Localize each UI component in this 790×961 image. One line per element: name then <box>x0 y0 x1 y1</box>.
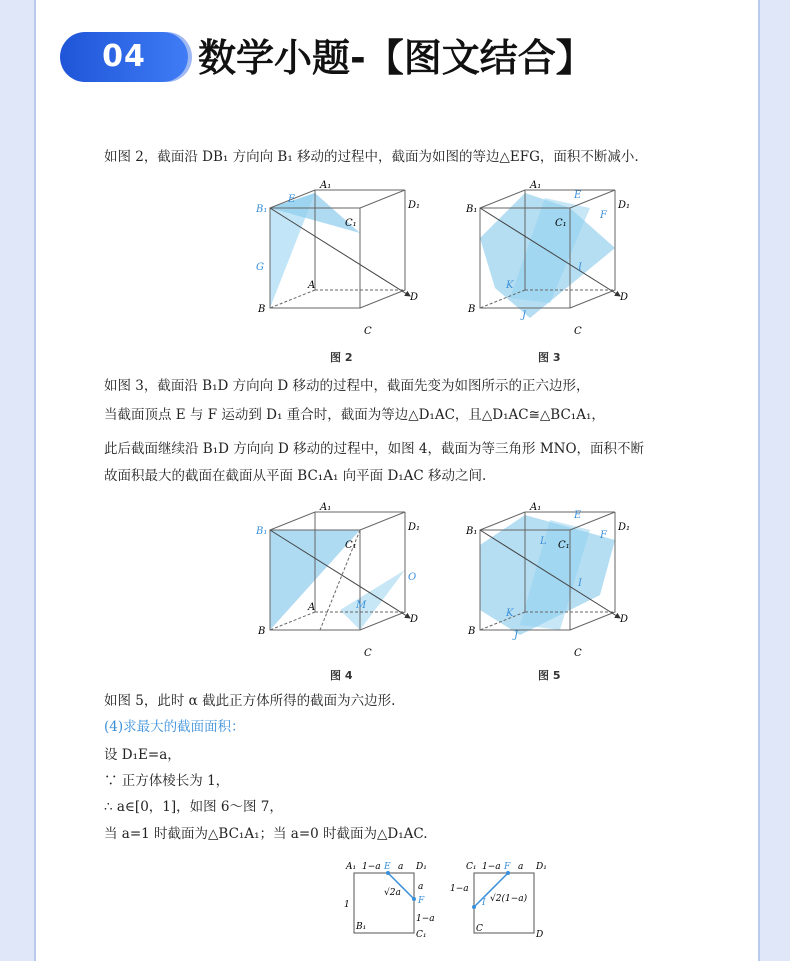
label-a: A <box>308 602 316 613</box>
label-b: B <box>258 626 266 637</box>
label-e: E <box>288 194 296 205</box>
label-c1: C₁ <box>555 218 567 229</box>
label-one-minus-a-side: 1−a <box>416 914 435 924</box>
label-d1: D₁ <box>618 200 631 211</box>
page-title: 数学小题-【图文结合】 <box>198 36 594 80</box>
cube-figure-3 <box>465 180 630 337</box>
section-badge: 04 <box>60 32 188 82</box>
label-m: M <box>356 600 367 611</box>
label-d1: D₁ <box>536 862 547 872</box>
label-j: J <box>514 630 519 641</box>
label-a1: A₁ <box>530 180 542 191</box>
label-a-top: a <box>518 862 524 872</box>
square-figure-6 <box>344 862 435 940</box>
square-figures <box>340 855 560 945</box>
label-c1: C₁ <box>345 218 357 229</box>
label-one-minus-a-side: 1−a <box>450 884 469 894</box>
label-a1: A₁ <box>320 502 332 513</box>
label-a-top: a <box>398 862 404 872</box>
label-d: D <box>536 930 544 940</box>
label-k: K <box>506 280 514 291</box>
label-d1: D₁ <box>618 522 631 533</box>
label-a: A <box>308 280 316 291</box>
label-c: C <box>476 924 483 934</box>
label-k: K <box>506 608 514 619</box>
label-i: I <box>482 898 486 908</box>
label-d: D <box>620 292 629 303</box>
paragraph-8: 设 D₁E=a， <box>104 747 181 763</box>
caption-fig-2: 图 2 <box>330 351 353 364</box>
label-a-side: a <box>418 882 424 892</box>
label-f: F <box>418 896 425 906</box>
label-i: I <box>578 262 582 273</box>
label-c: C <box>364 648 372 659</box>
label-b1: B₁ <box>466 204 478 215</box>
caption-fig-4: 图 4 <box>330 669 353 682</box>
label-c1: C₁ <box>416 930 427 940</box>
label-d1: D₁ <box>416 862 427 872</box>
label-d1: D₁ <box>408 522 421 533</box>
cube-figure-2 <box>255 180 420 337</box>
label-b1: B₁ <box>256 526 268 537</box>
paragraph-6: 如图 5，此时 α 截此正方体所得的截面为六边形. <box>104 693 396 709</box>
paragraph-11: 当 a=1 时截面为△BC₁A₁；当 a=0 时截面为△D₁AC. <box>104 826 428 842</box>
question-heading: (4)求最大的截面面积： <box>104 719 245 735</box>
paragraph-10: ∴ a∈[0，1]，如图 6～图 7， <box>104 799 283 815</box>
label-b1: B₁ <box>256 204 268 215</box>
label-e: E <box>574 190 582 201</box>
label-one-minus-a: 1−a <box>362 862 381 872</box>
label-sqrt2a: √2a <box>384 888 401 898</box>
label-a1: A₁ <box>530 502 542 513</box>
label-c: C <box>364 326 372 337</box>
cube-figure-5 <box>465 502 630 659</box>
label-d: D <box>410 292 419 303</box>
label-l: L <box>540 536 547 547</box>
label-c1: C₁ <box>466 862 477 872</box>
label-e: E <box>574 510 582 521</box>
label-a1: A₁ <box>320 180 332 191</box>
label-c1: C₁ <box>558 540 570 551</box>
label-b: B <box>258 304 266 315</box>
label-g: G <box>256 262 264 273</box>
paragraph-5: 故面积最大的截面在截面从平面 BC₁A₁ 向平面 D₁AC 移动之间. <box>104 468 487 484</box>
paragraph-2: 如图 3，截面沿 B₁D 方向向 D 移动的过程中，截面先变为如图所示的正六边形， <box>104 378 590 394</box>
label-b1: B₁ <box>356 922 367 932</box>
label-f: F <box>504 862 511 872</box>
section-mno <box>340 570 405 630</box>
paragraph-9: ∵ 正方体棱长为 1， <box>104 773 230 789</box>
label-f: F <box>600 210 607 221</box>
paragraph-3: 当截面顶点 E 与 F 运动到 D₁ 重合时，截面为等边△D₁AC，且△D₁AC≅△BC₁A₁， <box>104 407 605 423</box>
cube-hidden-edges <box>270 290 405 308</box>
square-figure-7 <box>450 862 547 940</box>
label-e: E <box>384 862 391 872</box>
label-c: C <box>574 326 582 337</box>
caption-fig-5: 图 5 <box>538 669 561 682</box>
point-f <box>412 897 416 901</box>
label-f: F <box>600 530 607 541</box>
label-b1: B₁ <box>466 526 478 537</box>
label-o: O <box>408 572 417 583</box>
label-j: J <box>522 310 527 321</box>
caption-fig-3: 图 3 <box>538 351 561 364</box>
label-d1: D₁ <box>408 200 421 211</box>
cube-figures-bottom <box>240 500 660 665</box>
label-b: B <box>468 626 476 637</box>
point-i <box>472 905 476 909</box>
cube-figure-4 <box>255 502 420 659</box>
label-c1: C₁ <box>345 540 357 551</box>
label-a1: A₁ <box>346 862 357 872</box>
label-i: I <box>578 578 582 589</box>
paragraph-1: 如图 2，截面沿 DB₁ 方向向 B₁ 移动的过程中，截面为如图的等边△EFG，面积不断减小. <box>104 149 639 165</box>
paragraph-4: 此后截面继续沿 B₁D 方向向 D 移动的过程中，如图 4，截面为等三角形 MNO，面积不断 <box>104 441 645 457</box>
label-c: C <box>574 648 582 659</box>
label-sqrt2-1-minus-a: √2(1−a) <box>490 894 528 904</box>
label-d: D <box>410 614 419 625</box>
cube-figures-top <box>240 178 660 348</box>
label-b: B <box>468 304 476 315</box>
label-one-minus-a: 1−a <box>482 862 501 872</box>
label-d: D <box>620 614 629 625</box>
label-one: 1 <box>344 900 350 910</box>
